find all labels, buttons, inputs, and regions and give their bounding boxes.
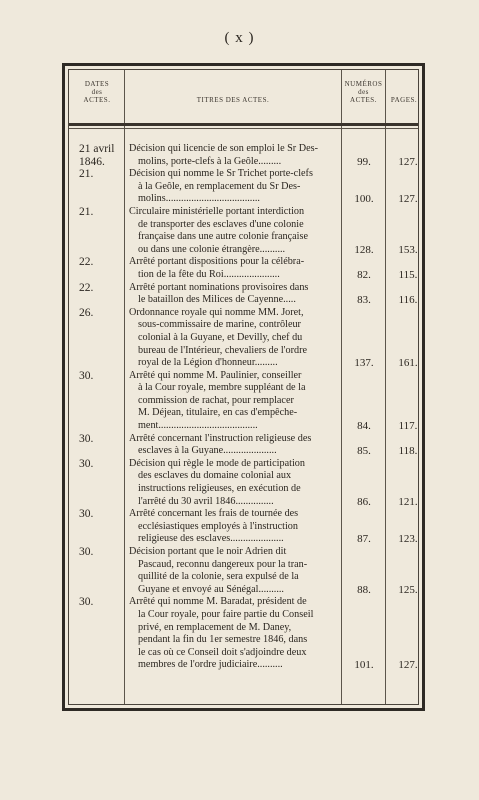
entry-date-line: 21. <box>79 168 94 181</box>
entry-date-line: 21 avril <box>79 143 115 155</box>
entry-numero: 87. <box>357 533 371 546</box>
entry-numero: 100. <box>354 193 374 206</box>
header-numeros <box>342 80 385 104</box>
entry-title-line: Décision portant que le noir Adrien dit <box>129 546 287 557</box>
entry-date <box>79 282 127 295</box>
entry-title <box>129 546 341 596</box>
entry-title <box>129 168 341 206</box>
entry-title-line: le cas où ce Conseil doit s'adjoindre deux <box>138 646 307 658</box>
entry-date-line: 21. <box>79 205 94 218</box>
entry-page: 117. <box>398 420 418 433</box>
entry-date <box>79 596 127 609</box>
entry-title-line: la Cour royale, pour faire partie du Conseil <box>138 608 314 620</box>
entry-date <box>79 168 127 181</box>
entry-date-line: 22. <box>79 281 94 294</box>
header-dates-line3: ACTES. <box>83 96 111 104</box>
list-item <box>65 596 422 672</box>
entry-date-line: 30. <box>79 457 94 470</box>
entry-title-line: des esclaves du domaine colonial aux <box>138 470 292 482</box>
entry-numero: 99. <box>357 155 371 168</box>
entry-date <box>79 458 127 471</box>
entry-title-line: Arrêté concernant les frais de tournée des <box>129 508 299 520</box>
entry-title-line: tion de la fête du Roi...................... <box>138 268 280 280</box>
entry-title-line: molins, porte-clefs à la Geôle......... <box>138 155 282 167</box>
entry-date-line: 30. <box>79 596 94 609</box>
entry-date <box>79 256 127 269</box>
entry-title-line: Arrêté qui nomme M. Paulinier, conseiller <box>129 369 302 381</box>
entry-date <box>79 508 127 521</box>
entry-title <box>129 370 341 433</box>
entry-numero: 86. <box>357 495 371 508</box>
list-item <box>65 546 422 596</box>
list-item <box>65 256 422 281</box>
entry-title-line: Pascaud, reconnu dangereux pour la tran- <box>138 558 308 570</box>
page-number: ( x ) <box>224 30 255 46</box>
entry-title-line: à la Geôle, en remplacement du Sr Des- <box>138 180 301 192</box>
entry-title-line: Décision qui licencie de son emploi le Sr Des- <box>129 143 318 154</box>
entry-numero: 83. <box>357 294 371 307</box>
entry-title <box>129 256 341 281</box>
entry-title-line: l'arrêté du 30 avril 1846............... <box>138 495 274 507</box>
entries-list <box>65 143 422 672</box>
table-frame <box>62 63 425 711</box>
entry-title-line: ecclésiastiques employés à l'instruction <box>138 520 298 532</box>
header-titles: TITRES DES ACTES. <box>196 96 270 104</box>
entry-page: 118. <box>398 445 418 458</box>
entry-title-line: quillité de la colonie, sera expulsé de la <box>138 571 299 583</box>
entry-title <box>129 206 341 256</box>
entry-title-line: M. Déjean, titulaire, en cas d'empêche- <box>138 407 298 419</box>
header-dates-line2: des <box>91 88 103 96</box>
entry-title-line: ment....................................... <box>138 420 258 432</box>
entry-title-line: bureau de l'Intérieur, chevaliers de l'ordre <box>138 344 308 356</box>
entry-page: 127. <box>398 155 418 168</box>
entry-title-line: le bataillon des Milices de Cayenne..... <box>138 294 296 306</box>
entry-numero: 128. <box>354 243 374 256</box>
entry-page: 115. <box>398 268 418 281</box>
list-item <box>65 143 422 168</box>
entry-date-line: 30. <box>79 432 94 445</box>
entry-numero: 82. <box>357 268 371 281</box>
entry-title-line: pendant la fin du 1er semestre 1846, dans <box>138 634 308 646</box>
entry-title-line: commission de rachat, pour remplacer <box>138 394 294 406</box>
entry-page: 127. <box>398 193 418 206</box>
entry-title-line: membres de l'ordre judiciaire.......... <box>138 659 283 671</box>
list-item <box>65 370 422 433</box>
header-dates-line1: DATES <box>84 80 110 88</box>
entry-page: 153. <box>398 243 418 256</box>
header-numeros-line1: NUMÉROS <box>344 80 383 88</box>
entry-title-line: Ordonnance royale qui nomme MM. Joret, <box>129 306 304 318</box>
entry-title <box>129 282 341 307</box>
entry-date <box>79 206 127 219</box>
entry-title-line: à la Cour royale, membre suppléant de la <box>138 382 306 394</box>
entry-numero: 84. <box>357 420 371 433</box>
entry-page: 121. <box>398 495 418 508</box>
entry-date-line: 30. <box>79 546 94 558</box>
list-item <box>65 168 422 206</box>
entry-numero: 101. <box>354 659 374 672</box>
entry-title-line: privé, en remplacement de M. Daney, <box>138 621 292 633</box>
entry-title-line: ou dans une colonie étrangère.......... <box>138 243 286 255</box>
list-item <box>65 458 422 508</box>
header-rule <box>69 123 418 126</box>
list-item <box>65 508 422 546</box>
entry-title-line: religieuse des esclaves..................... <box>138 533 284 545</box>
entry-page: 123. <box>398 533 418 546</box>
entry-title-line: sous-commissaire de marine, contrôleur <box>138 319 301 331</box>
entry-date-line: 1846. <box>79 156 105 168</box>
header-dates <box>71 80 123 104</box>
entry-title-line: colonial à la Guyane, et Devilly, chef du <box>138 331 303 343</box>
header-numeros-line2: des <box>358 88 369 96</box>
entry-date <box>79 370 127 383</box>
entry-date <box>79 307 127 320</box>
entry-title-line: Arrêté portant dispositions pour la célébra- <box>129 256 305 268</box>
entry-date-line: 30. <box>79 369 94 382</box>
entry-date <box>79 433 127 446</box>
entry-title-line: instructions religieuses, en exécution de <box>138 483 301 495</box>
entry-title-line: française dans une autre colonie française <box>138 231 308 243</box>
entry-title <box>129 458 341 508</box>
entry-page: 116. <box>398 294 418 307</box>
entry-title-line: Arrêté concernant l'instruction religieuse des <box>129 432 312 444</box>
entry-title <box>129 596 341 672</box>
entry-numero: 88. <box>357 583 371 596</box>
entry-date <box>79 143 127 169</box>
entry-title-line: Arrêté qui nomme M. Baradat, président de <box>129 596 307 608</box>
entry-title <box>129 433 341 458</box>
entry-title-line: royal de la Légion d'honneur......... <box>138 357 278 369</box>
header-rule-thin <box>69 128 418 129</box>
header-pages: PAGES. <box>390 96 418 104</box>
list-item <box>65 206 422 256</box>
entry-title-line: Décision qui nomme le Sr Trichet porte-clefs <box>129 168 313 180</box>
entry-title-line: Décision qui règle le mode de participation <box>129 457 305 469</box>
entry-date-line: 30. <box>79 508 94 521</box>
entry-numero: 137. <box>354 357 374 370</box>
entry-title-line: Arrêté portant nominations provisoires dans <box>129 281 309 293</box>
header-numeros-line3: ACTES. <box>350 96 377 104</box>
entry-title-line: de transporter des esclaves d'une colonie <box>138 218 304 230</box>
list-item <box>65 282 422 307</box>
entry-page: 125. <box>398 583 418 596</box>
entry-date <box>79 546 127 559</box>
entry-title-line: Guyane et envoyé au Sénégal.......... <box>138 583 284 595</box>
entry-page: 161. <box>398 357 418 370</box>
entry-title <box>129 307 341 370</box>
list-item <box>65 307 422 370</box>
entry-date-line: 22. <box>79 256 94 269</box>
entry-numero: 85. <box>357 445 371 458</box>
entry-page: 127. <box>398 659 418 672</box>
entry-title <box>129 508 341 546</box>
entry-title-line: esclaves à la Guyane..................... <box>138 445 277 457</box>
entry-title <box>129 143 341 168</box>
entry-title-line: Circulaire ministérielle portant interdiction <box>129 205 305 217</box>
entry-date-line: 26. <box>79 306 94 319</box>
entry-title-line: molins..................................... <box>138 193 260 205</box>
list-item <box>65 433 422 458</box>
